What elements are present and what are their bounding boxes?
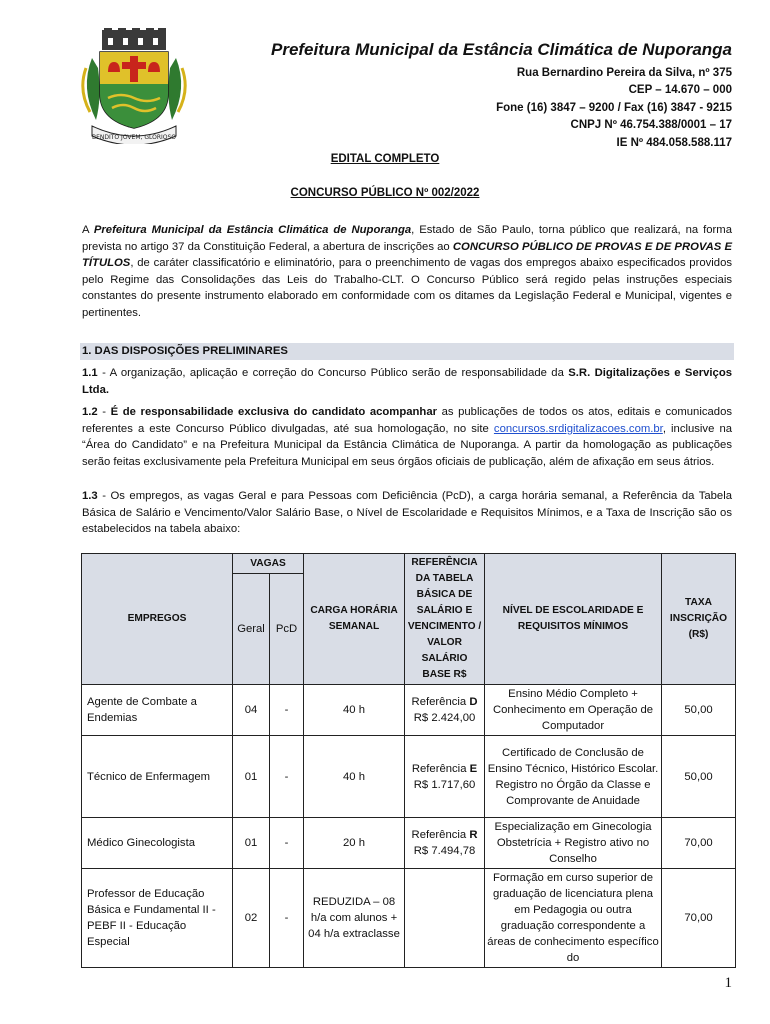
- cell-taxa: 50,00: [662, 736, 736, 818]
- cell-geral: 01: [233, 736, 270, 818]
- table-row: [82, 736, 736, 818]
- cell-emprego: Professor de Educação Básica e Fundamental II - PEBF II - Educação Especial: [82, 869, 233, 968]
- paragraph-1-2: 1.2 - É de responsabilidade exclusiva do candidato acompanhar as publicações de todos os atos, editais e comunicados referentes a este Concurso Público divulgadas, até sua homologação, no site concursos.srdigitalizacoes.com.br, inclusive na “Área do Candidato” e na Prefeitura Municipal da Estância Climática de Nuporanga. A partir da homologação as publicações serão feitas exclusivamente pela Prefeitura Municipal em seus órgãos oficiais de publicação, além de afixação em seus átrios.: [82, 406, 733, 468]
- company-name: S.R. Digitalizações e Serviços Ltda.: [82, 367, 733, 396]
- intro-paragraph: A Prefeitura Municipal da Estância Climática de Nuporanga, Estado de São Paulo, torna público que realizará, na forma prevista no artigo 37 da Constituição Federal, a abertura de inscrições ao CONCURSO PÚBLICO DE PROVAS E DE PROVAS E TÍTULOS, de caráter classificatório e eliminatório, para o preenchimento de vagas dos empregos abaixo especificados providos pelo Regime das Consolidações das Leis do Trabalho-CLT. O Concurso Público será regido pelas instruções especiais constantes do presente instrumento elaborado em conformidade com os ditames da Legislação Federal e Municipal, vigentes e pertinentes.: [82, 224, 732, 319]
- cell-pcd: -: [270, 869, 304, 968]
- concursos-site-link[interactable]: concursos.srdigitalizacoes.com.br: [493, 422, 663, 435]
- address-block: [496, 65, 732, 152]
- cell-emprego: Técnico de Enfermagem: [82, 736, 233, 818]
- cell-geral: 02: [233, 869, 270, 968]
- cell-referencia: Referência R R$ 7.494,78: [405, 818, 485, 869]
- cell-nivel: Ensino Médio Completo + Conhecimento em Operação de Computador: [485, 685, 662, 736]
- header-vagas: VAGAS: [233, 554, 304, 574]
- cell-referencia: [405, 869, 485, 968]
- jobs-table: [81, 553, 736, 968]
- header-nivel: NÍVEL DE ESCOLARIDADE E REQUISITOS MÍNIMOS: [485, 554, 662, 685]
- cell-emprego: Agente de Combate a Endemias: [82, 685, 233, 736]
- municipal-crest-icon: [78, 28, 190, 144]
- header-empregos: EMPREGOS: [82, 554, 233, 685]
- cell-nivel: Certificado de Conclusão de Ensino Técnico, Histórico Escolar. Registro no Órgão da Classe e Comprovante de Anuidade: [485, 736, 662, 818]
- crest-motto: BENDITO JOVEM, GLORIOSO: [91, 134, 177, 141]
- cell-carga: REDUZIDA – 08 h/a com alunos + 04 h/a extraclasse: [304, 869, 405, 968]
- cell-pcd: -: [270, 685, 304, 736]
- header-pcd: PcD: [270, 574, 304, 685]
- letterhead: [0, 0, 770, 150]
- header-geral: Geral: [233, 574, 270, 685]
- header-referencia: REFERÊNCIA DA TABELA BÁSICA DE SALÁRIO E VENCIMENTO / VALOR SALÁRIO BASE R$: [405, 554, 485, 685]
- address-ie: IE Nº 484.058.588.117: [616, 136, 732, 149]
- cell-referencia: Referência D R$ 2.424,00: [405, 685, 485, 736]
- cell-nivel: Especialização em Ginecologia Obstetrícia + Registro ativo no Conselho: [485, 818, 662, 869]
- cell-referencia: Referência E R$ 1.717,60: [405, 736, 485, 818]
- cell-nivel: Formação em curso superior de graduação de licenciatura plena em Pedagogia ou outra graduação correspondente a áreas de conhecimento específico do: [485, 869, 662, 968]
- table-row: [82, 818, 736, 869]
- document-title: EDITAL COMPLETO: [330, 153, 440, 165]
- cell-carga: 40 h: [304, 736, 405, 818]
- address-cep: CEP – 14.670 – 000: [628, 84, 732, 97]
- paragraph-1-1: 1.1 - A organização, aplicação e correção do Concurso Público serão de responsabilidade da S.R. Digitalizações e Serviços Ltda.: [82, 367, 733, 396]
- table-row: [82, 685, 736, 736]
- address-cnpj: CNPJ Nº 46.754.388/0001 – 17: [570, 119, 732, 132]
- municipality-title: Prefeitura Municipal da Estância Climática de Nuporanga: [270, 40, 732, 59]
- section-heading: 1. DAS DISPOSIÇÕES PRELIMINARES: [80, 343, 734, 360]
- cell-emprego: Médico Ginecologista: [82, 818, 233, 869]
- cell-taxa: 70,00: [662, 869, 736, 968]
- cell-geral: 04: [233, 685, 270, 736]
- header-taxa: TAXA INSCRIÇÃO (R$): [662, 554, 736, 685]
- header-carga: CARGA HORÁRIA SEMANAL: [304, 554, 405, 685]
- address-phone: Fone (16) 3847 – 9200 / Fax (16) 3847 - 9215: [496, 101, 732, 114]
- paragraph-1-3: 1.3 - Os empregos, as vagas Geral e para Pessoas com Deficiência (PcD), a carga horária semanal, a Referência da Tabela Básica de Salário e Vencimento/Valor Salário Base, o Nível de Escolaridade e Requisitos Mínimos, e a Taxa de Inscrição são os estabelecidos na tabela abaixo:: [82, 490, 732, 536]
- address-street: Rua Bernardino Pereira da Silva, nº 375: [516, 67, 732, 79]
- document-subtitle: CONCURSO PÚBLICO Nº 002/2022: [290, 187, 480, 199]
- cell-taxa: 70,00: [662, 818, 736, 869]
- cell-geral: 01: [233, 818, 270, 869]
- cell-taxa: 50,00: [662, 685, 736, 736]
- cell-carga: 40 h: [304, 685, 405, 736]
- cell-pcd: -: [270, 736, 304, 818]
- table-row: [82, 869, 736, 968]
- intro-org: Prefeitura Municipal da Estância Climática de Nuporanga: [93, 224, 412, 236]
- page-number: 1: [724, 975, 732, 991]
- cell-pcd: -: [270, 818, 304, 869]
- cell-carga: 20 h: [304, 818, 405, 869]
- intro-concurso: CONCURSO PÚBLICO DE PROVAS E DE PROVAS E TÍTULOS: [82, 240, 732, 270]
